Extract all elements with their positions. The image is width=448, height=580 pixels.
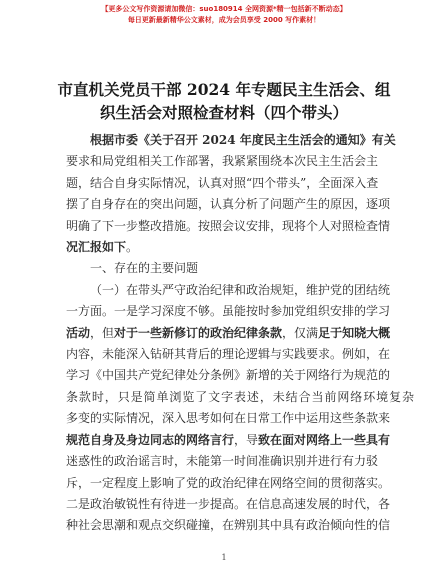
sub1-line-9: 迷惑性的政治谣言时，未能第一时间准确识别并进行有力驳: [66, 454, 379, 469]
promo-banner-line-2: 每日更新最新精华公文素材，成为会员享受 2000 写作素材！: [127, 16, 321, 24]
sub1-line-3: [66, 323, 414, 344]
intro-line-1: 根据市委《关于召开 2024 年度民主生活会的通知》有关: [90, 133, 396, 147]
sub1-line-12: 种社会思潮和观点交织碰撞，在辨别其中具有政治倾向性的信: [66, 518, 391, 533]
intro-line-5: 明确了下一步整改措施。按照会议安排，现将个人对照检查情: [66, 218, 391, 233]
page-number: 1: [221, 553, 227, 562]
sub1-line-11: 二是政治敏锐性有待进一步提高。在信息高速发展的时代，各: [66, 496, 391, 511]
sub1-line-3-e: 足于知晓大概: [318, 325, 391, 340]
intro-line-4: 摆了自身存在的突出问题，认真分析了问题产生的原因，逐项: [66, 197, 391, 212]
promo-banner: [40, 4, 408, 26]
intro-line-6: [66, 237, 414, 258]
sub1-line-3-a: 活动: [66, 325, 91, 340]
sub1-line-3-d: ，仅满: [282, 325, 319, 340]
section-heading: 一、存在的主要问题: [90, 261, 199, 276]
document-body: [66, 130, 414, 537]
sub1-line-3-c: 对于一些新修订的政治纪律条款: [114, 325, 283, 340]
sub1-line-4: 内容，未能深入钻研其背后的理论逻辑与实践要求。例如，在: [66, 347, 391, 362]
title-line-1: 市直机关党员干部 2024 年专题民主生活会、组: [57, 80, 391, 99]
sub1-line-7: 多变的实际情况，深入思考如何在日常工作中运用这些条款来: [66, 411, 391, 426]
sub1-line-5: 学习《中国共产党纪律处分条例》新增的关于网络行为规范的: [66, 368, 391, 383]
intro-line-2: 要求和局党组相关工作部署，我紧紧围绕本次民主生活会主: [66, 154, 379, 169]
promo-banner-line-1: 【更多公文写作资源请加微信：suo180914 全网资源*精一包括新不断动态】: [101, 5, 347, 13]
sub1-line-8-c: 致在面对网络上一些具有: [258, 432, 391, 447]
sub1-line-8: [66, 430, 414, 451]
sub1-line-2: 一方面。一是学习深度不够。虽能按时参加党组织安排的学习: [66, 304, 391, 319]
intro-line-3: 题，结合自身实际情况，认真对照“四个带头”，全面深入查: [66, 175, 379, 190]
sub1-line-6: 条款时，只是简单浏览了文字表述，未结合当前网络环境复杂: [66, 389, 414, 404]
sub1-line-8-a: 规范自身及身边同志的网络言行: [66, 432, 235, 447]
sub1-line-10: 斥，一定程度上影响了党的政治纪律在网络空间的贯彻落实。: [66, 475, 391, 490]
intro-bold-ending: 况汇报如下: [66, 240, 127, 255]
intro-period: 。: [126, 240, 139, 255]
title-line-2: 织生活会对照检查材料（四个带头）: [99, 103, 348, 122]
sub1-line-3-b: ，但: [90, 325, 115, 340]
document-title: [40, 78, 408, 124]
sub1-line-1: （一）在带头严守政治纪律和政治规矩，维护党的团结统: [90, 282, 391, 297]
sub1-line-8-b: ，导: [234, 432, 259, 447]
